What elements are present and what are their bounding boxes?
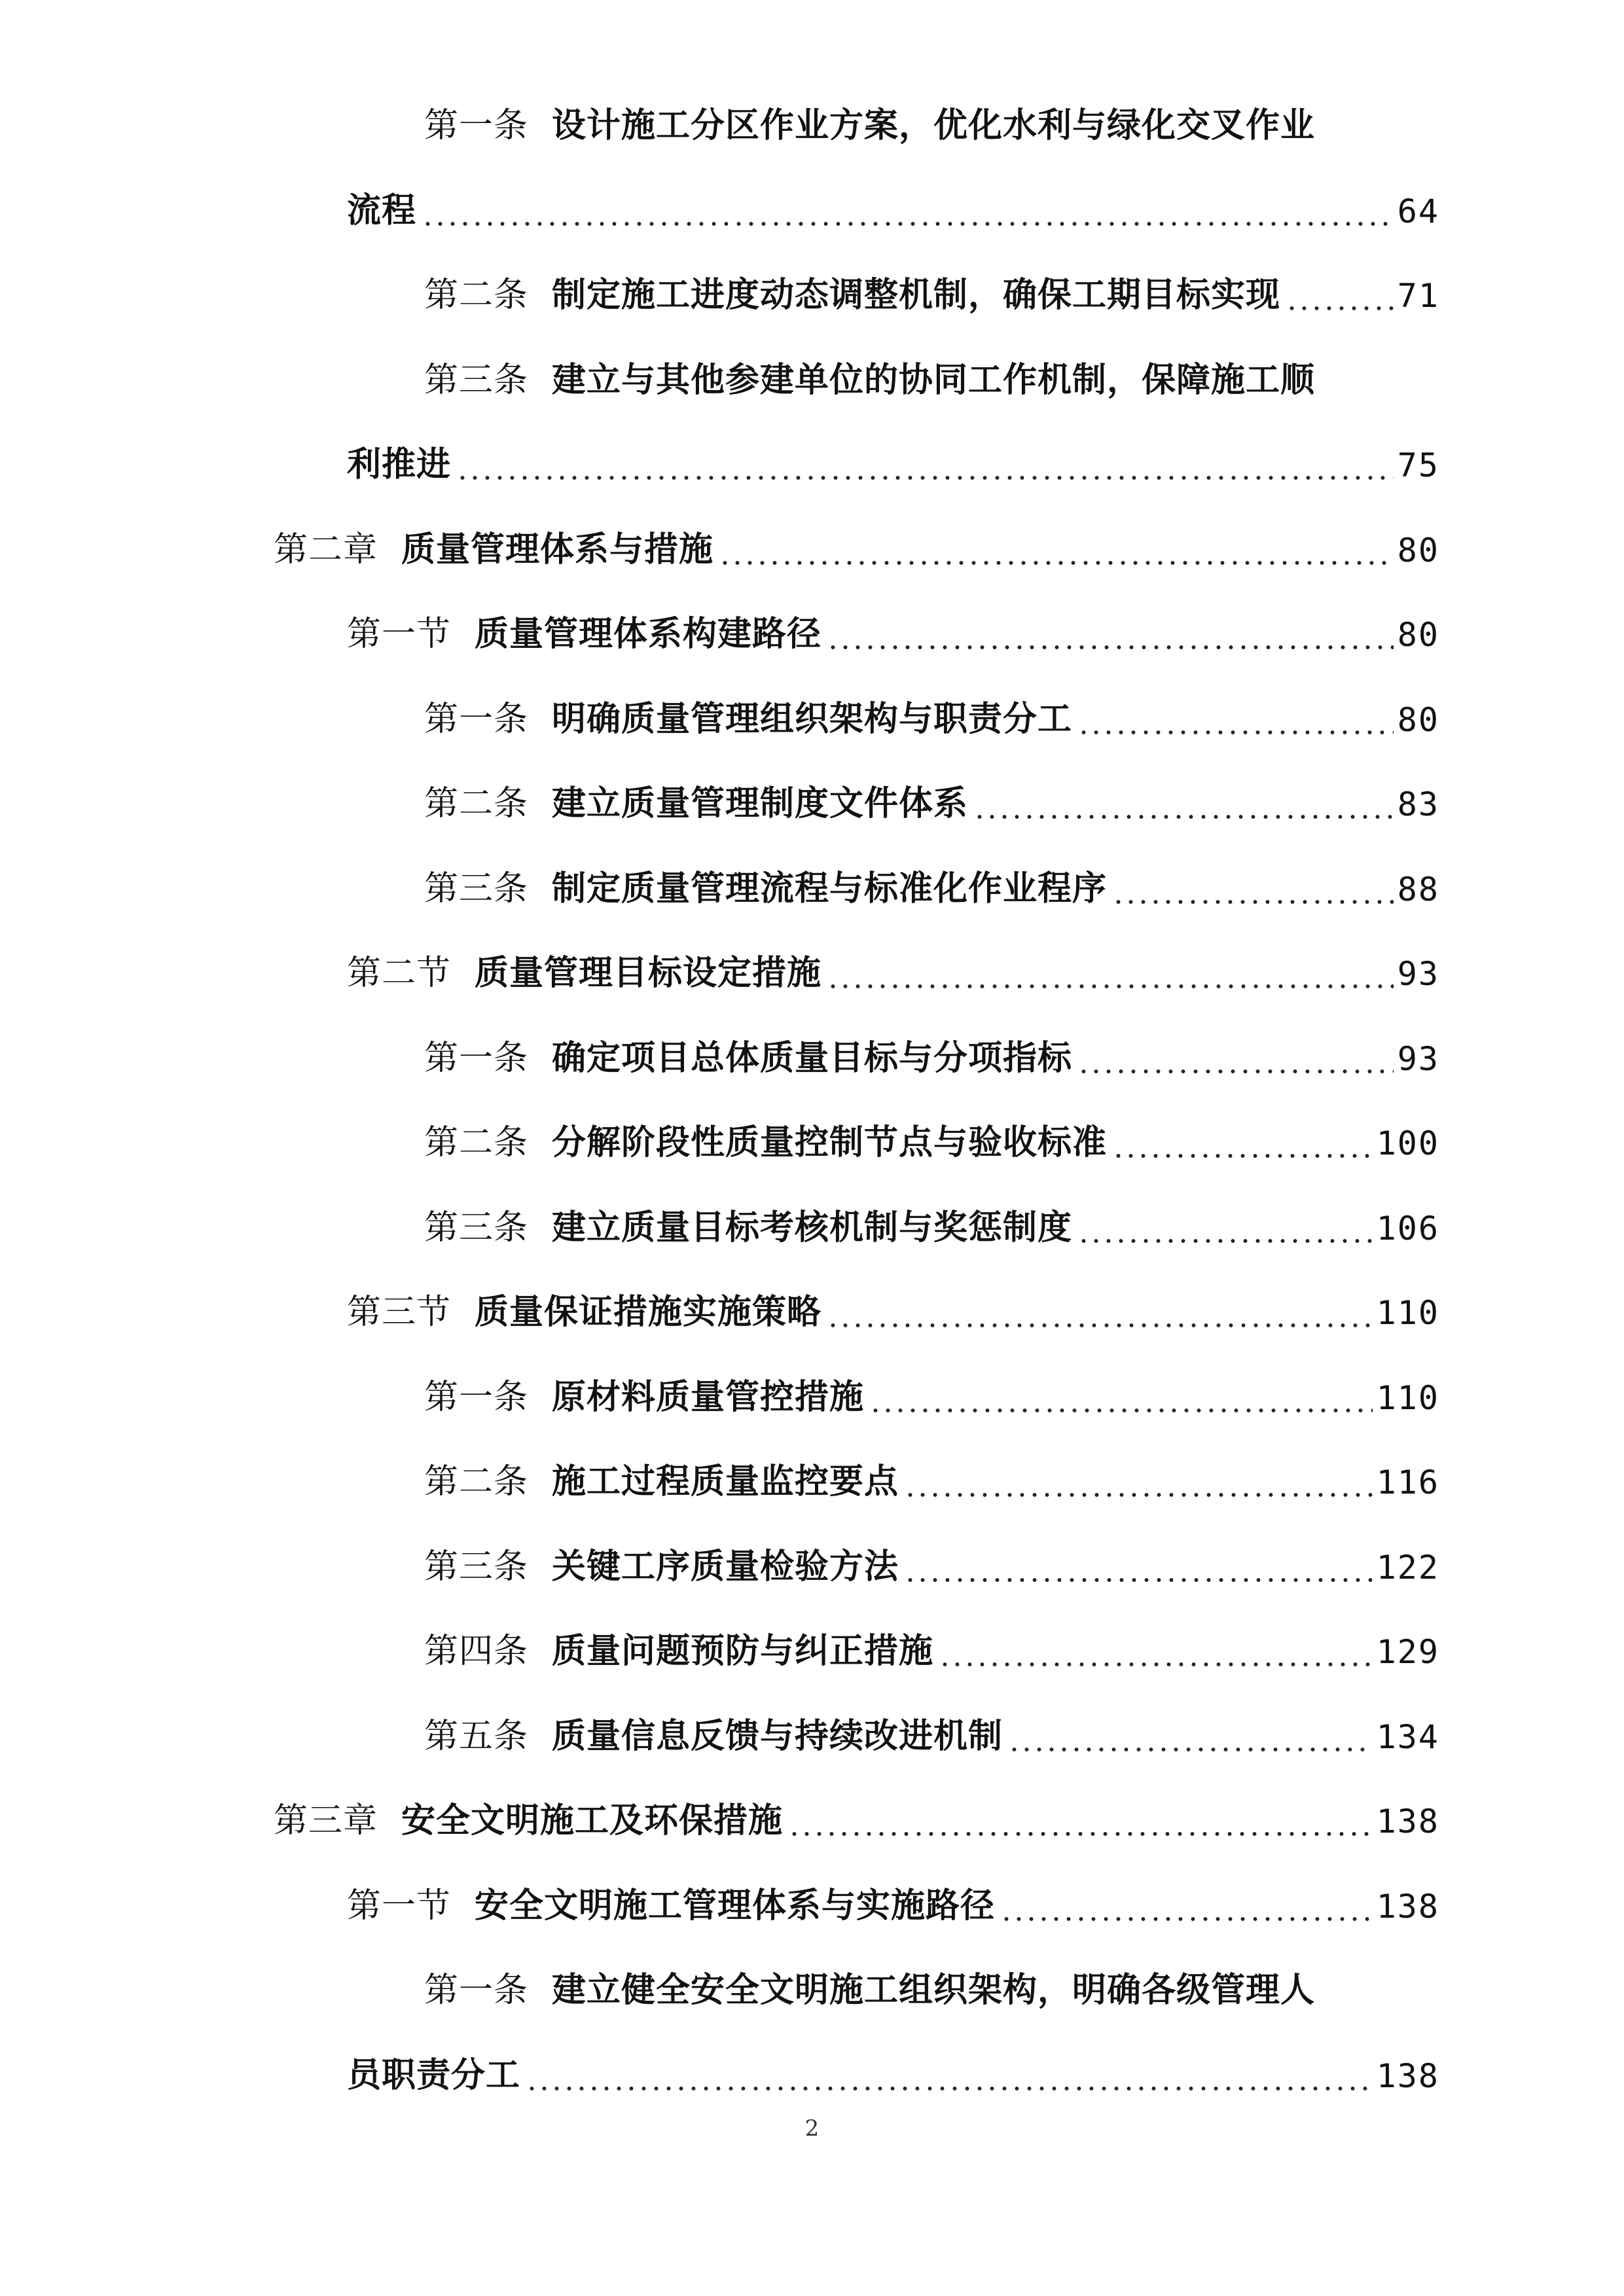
toc-label	[424, 698, 1073, 739]
toc-page-number: 129	[1376, 1633, 1439, 1671]
toc-page-number: 134	[1376, 1717, 1439, 1756]
toc-page-number: 138	[1376, 2056, 1439, 2095]
toc-section-line	[0, 925, 1439, 993]
toc-title: 员职责分工	[347, 2054, 521, 2095]
toc-page-number: 71	[1397, 277, 1439, 315]
toc-number: 第一条	[424, 1377, 529, 1417]
toc-number: 第二条	[424, 1462, 529, 1501]
toc-number: 第三条	[424, 1547, 529, 1587]
toc-title: 建立与其他参建单位的协同工作机制，保障施工顺	[552, 359, 1316, 400]
toc-entry-line	[0, 1603, 1439, 1671]
toc-label	[424, 1631, 934, 1671]
toc-entry-line	[0, 1010, 1439, 1078]
toc-label	[424, 783, 969, 823]
toc-number: 第三条	[424, 1208, 529, 1247]
toc-leader-dots	[827, 956, 1394, 990]
toc-title: 质量管理目标设定措施	[475, 953, 822, 993]
toc-page-number: 116	[1376, 1463, 1439, 1501]
toc-number: 第二条	[424, 784, 529, 823]
toc-entry-line	[0, 755, 1439, 821]
toc-number: 第一条	[424, 1038, 529, 1078]
toc-number: 第三条	[424, 869, 529, 908]
toc-number: 第一节	[347, 615, 452, 654]
toc-number: 第四条	[424, 1632, 529, 1671]
toc-leader-dots	[1077, 1041, 1394, 1075]
toc-page-number: 83	[1397, 785, 1439, 823]
toc-title: 流程	[347, 190, 417, 230]
toc-leader-dots	[869, 1380, 1373, 1414]
toc-number: 第三条	[424, 360, 529, 400]
toc-number: 第三节	[347, 1293, 452, 1332]
toc-title: 制定质量管理流程与标准化作业程序	[552, 868, 1108, 908]
toc-number: 第一节	[347, 1886, 452, 1926]
toc-entry-line	[0, 1688, 1439, 1756]
toc-title: 明确质量管理组织架构与职责分工	[552, 698, 1073, 739]
toc-label	[424, 275, 1281, 315]
toc-page-number: 64	[1397, 192, 1439, 230]
toc-leader-dots	[827, 617, 1394, 651]
toc-number: 第二条	[424, 1123, 529, 1162]
toc-page-number: 110	[1376, 1294, 1439, 1332]
toc-number: 第三章	[274, 1801, 378, 1840]
toc-leader-dots	[422, 194, 1394, 228]
toc-leader-dots	[1286, 278, 1394, 312]
toc-label	[347, 953, 822, 993]
toc-label	[424, 359, 1316, 400]
toc-entry-line	[0, 247, 1439, 315]
toc-entry-line	[0, 332, 1316, 400]
toc-page-number: 80	[1397, 531, 1439, 569]
toc-entry-line	[0, 1433, 1439, 1499]
toc-title: 制定施工进度动态调整机制，确保工期目标实现	[552, 275, 1281, 315]
toc-cont-line	[0, 2027, 1439, 2095]
toc-entry-line	[0, 840, 1439, 906]
toc-page-number: 122	[1376, 1548, 1439, 1587]
toc-entry-line	[0, 1094, 1439, 1160]
toc-section-line	[0, 586, 1439, 654]
toc-label	[347, 2054, 521, 2095]
toc-entry-line	[0, 1942, 1316, 2010]
toc-number: 第一条	[424, 699, 529, 739]
toc-label	[424, 1462, 899, 1501]
toc-section-line	[0, 1857, 1439, 1926]
toc-title: 建立质量目标考核机制与奖惩制度	[552, 1207, 1073, 1247]
toc-number: 第二章	[274, 529, 378, 569]
page-number-footer: 2	[804, 2115, 820, 2142]
toc-page-number: 80	[1397, 700, 1439, 739]
toc-label	[424, 1715, 1003, 1756]
toc-label	[424, 1207, 1073, 1247]
toc-leader-dots	[1077, 1211, 1373, 1245]
toc-label	[424, 105, 1316, 145]
toc-number: 第一条	[424, 1971, 529, 2010]
toc-page-number: 100	[1376, 1124, 1439, 1162]
toc-title: 质量管理体系构建路径	[475, 614, 822, 654]
toc-number: 第二条	[424, 276, 529, 315]
toc-cont-line	[0, 416, 1439, 482]
toc-title: 关键工序质量检验方法	[552, 1546, 899, 1587]
toc-leader-dots	[526, 2058, 1373, 2092]
toc-page-number: 138	[1376, 1887, 1439, 1926]
toc-leader-dots	[1077, 702, 1394, 736]
toc-label	[347, 444, 452, 484]
toc-label	[347, 614, 822, 654]
toc-page-number: 138	[1376, 1803, 1439, 1840]
toc-title: 建立健全安全文明施工组织架构，明确各级管理人	[552, 1970, 1316, 2010]
toc-number: 第五条	[424, 1716, 529, 1756]
toc-title: 安全文明施工及环保措施	[401, 1801, 784, 1840]
toc-label	[347, 1885, 996, 1926]
toc-leader-dots	[1000, 1889, 1373, 1923]
toc-leader-dots	[827, 1295, 1373, 1329]
toc-page-number: 75	[1397, 446, 1439, 484]
toc-label	[424, 1376, 865, 1417]
toc-title: 原材料质量管控措施	[552, 1376, 865, 1417]
toc-leader-dots	[904, 1550, 1373, 1584]
toc-number: 第二节	[347, 954, 452, 993]
toc-label	[274, 1801, 784, 1840]
toc-entry-line	[0, 1179, 1439, 1245]
toc-label	[424, 1970, 1316, 2010]
toc-leader-dots	[1112, 872, 1394, 906]
toc-leader-dots	[973, 787, 1394, 821]
toc-chapter-line	[0, 501, 1439, 567]
toc-page-number: 93	[1397, 1039, 1439, 1078]
toc-title: 分解阶段性质量控制节点与验收标准	[552, 1122, 1108, 1162]
toc-leader-dots	[1008, 1719, 1373, 1753]
toc-label	[424, 868, 1108, 908]
toc-label	[424, 1546, 899, 1587]
toc-leader-dots	[719, 533, 1394, 567]
toc-leader-dots	[939, 1634, 1373, 1668]
toc-entry-line	[0, 77, 1315, 143]
toc-title: 安全文明施工管理体系与实施路径	[475, 1885, 996, 1926]
toc-leader-dots	[1112, 1126, 1373, 1160]
toc-leader-dots	[788, 1804, 1373, 1838]
toc-label	[274, 529, 714, 569]
toc-title: 设计施工分区作业方案，优化水利与绿化交叉作业	[552, 105, 1316, 145]
toc-title: 建立质量管理制度文件体系	[552, 783, 969, 823]
toc-label	[347, 1292, 822, 1332]
toc-title: 确定项目总体质量目标与分项指标	[552, 1037, 1073, 1078]
toc-page-number: 80	[1397, 616, 1439, 654]
toc-page-number: 93	[1397, 955, 1439, 993]
toc-title: 质量管理体系与措施	[401, 529, 714, 569]
toc-label	[347, 190, 417, 230]
toc-page-number: 106	[1376, 1209, 1439, 1247]
toc-leader-dots	[456, 448, 1394, 482]
toc-entry-line	[0, 1349, 1439, 1417]
toc-title: 利推进	[347, 444, 452, 484]
toc-title: 质量问题预防与纠正措施	[552, 1631, 934, 1671]
toc-title: 质量信息反馈与持续改进机制	[552, 1715, 1003, 1756]
toc-number: 第一条	[424, 106, 529, 145]
toc-title: 施工过程质量监控要点	[552, 1462, 899, 1501]
toc-label	[424, 1122, 1108, 1162]
toc-title: 质量保证措施实施策略	[475, 1292, 822, 1332]
toc-cont-line	[0, 162, 1439, 228]
toc-page-number: 88	[1397, 870, 1439, 908]
toc-section-line	[0, 1264, 1439, 1332]
toc-entry-line	[0, 671, 1439, 739]
toc-leader-dots	[904, 1465, 1373, 1499]
toc-entry-line	[0, 1518, 1439, 1587]
toc-chapter-line	[0, 1772, 1439, 1838]
toc-page-number: 110	[1376, 1378, 1439, 1417]
toc-label	[424, 1037, 1073, 1078]
